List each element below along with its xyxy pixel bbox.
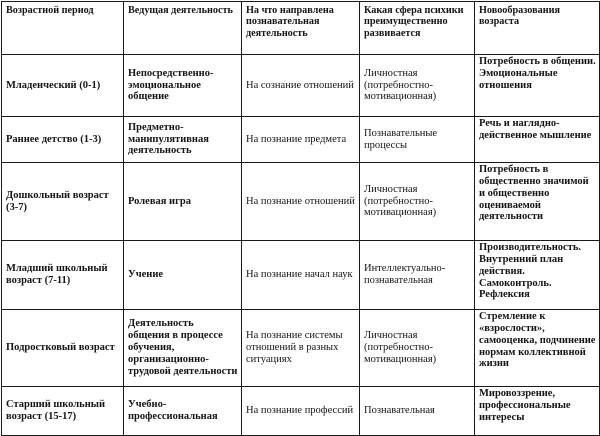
header-cell-sphere: Какая сфера психики преимущественно развивается xyxy=(360,2,475,55)
cell-neoformations: Мировоззрение, профессиональные интересы xyxy=(475,387,600,436)
cell-activity: Непосредственно-эмоциональное общение xyxy=(124,55,242,117)
cell-period: Раннее детство (1-3) xyxy=(2,117,124,163)
cell-cognition: На познание предмета xyxy=(242,117,360,163)
header-cell-activity: Ведущая деятельность xyxy=(124,2,242,55)
cell-activity: Учебно-профессиональная xyxy=(124,387,242,436)
cell-activity: Предметно-манипулятивная деятельность xyxy=(124,117,242,163)
cell-activity: Ролевая игра xyxy=(124,163,242,241)
table-row xyxy=(2,241,600,310)
cell-cognition: На познание системы отношений в разных ситуациях xyxy=(242,310,360,387)
cell-sphere: Личностная (потребностно-мотивационная) xyxy=(360,163,475,241)
cell-sphere: Интеллектуально-познавательная xyxy=(360,241,475,310)
cell-sphere: Личностная (потребностно-мотивационная) xyxy=(360,55,475,117)
cell-activity: Деятельность общения в процессе обучения, организационно-трудовой деятельности xyxy=(124,310,242,387)
table-row xyxy=(2,55,600,117)
cell-sphere: Познавательная xyxy=(360,387,475,436)
cell-neoformations: Стремление к «взрослости», самооценка, подчинение нормам коллективной жизни xyxy=(475,310,600,387)
cell-sphere: Личностная (потребностно-мотивационная) xyxy=(360,310,475,387)
cell-activity: Учение xyxy=(124,241,242,310)
cell-period: Дошкольный возраст (3-7) xyxy=(2,163,124,241)
cell-neoformations: Производительность. Внутренний план действия. Самоконтроль. Рефлексия xyxy=(475,241,600,310)
table-row xyxy=(2,163,600,241)
header-cell-cognition: На что направлена познавательная деятельность xyxy=(242,2,360,55)
cell-cognition: На познание профессий xyxy=(242,387,360,436)
cell-cognition: На сознание отношений xyxy=(242,55,360,117)
cell-period: Подростковый возраст xyxy=(2,310,124,387)
header-cell-period: Возрастной период xyxy=(2,2,124,55)
cell-cognition: На познание начал наук xyxy=(242,241,360,310)
cell-neoformations: Потребность в общественно значимой и общественно оцениваемой деятельности xyxy=(475,163,600,241)
age-periods-table xyxy=(1,1,600,436)
cell-period: Старший школьный возраст (15-17) xyxy=(2,387,124,436)
table-row xyxy=(2,387,600,436)
cell-cognition: На познание отношений xyxy=(242,163,360,241)
cell-neoformations: Потребность в общении. Эмоциональные отношения xyxy=(475,55,600,117)
cell-neoformations: Речь и наглядно-действенное мышление xyxy=(475,117,600,163)
table-row xyxy=(2,117,600,163)
cell-period: Младший школьный возраст (7-11) xyxy=(2,241,124,310)
table-row xyxy=(2,310,600,387)
header-cell-neoformations: Новообразования возраста xyxy=(475,2,600,55)
header-row xyxy=(2,2,600,55)
cell-period: Младенческий (0-1) xyxy=(2,55,124,117)
cell-sphere: Познавательные процессы xyxy=(360,117,475,163)
